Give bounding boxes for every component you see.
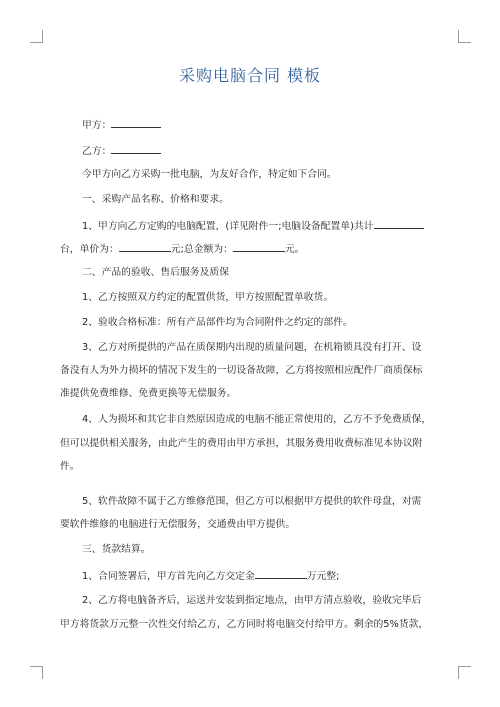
s1-p1-text-b: 台，单价为：: [60, 244, 119, 255]
section-1-heading: 一、采购产品名称、价格和要求。: [82, 194, 229, 205]
crop-mark-top-left: [30, 30, 43, 43]
deposit-blank: [255, 568, 307, 579]
section-2-item-3-line-3: 准提供免费维修、免费更换等无偿服务。: [60, 388, 237, 399]
crop-mark-bottom-right: [458, 666, 471, 679]
party-a-line: [82, 117, 161, 133]
section-3-item-2-line-2: 甲方将货款万元整一次性交付给乙方，乙方同时将电脑交付给甲方。剩余的5%货款，: [60, 619, 429, 630]
section-2-item-4-line-2: 但可以提供相关服务，由此产生的费用由甲方承担，其服务费用收费标准见本协议附: [60, 438, 423, 449]
party-b-blank: [111, 143, 161, 154]
section-2-item-1: 1、乙方按照双方约定的配置供货，甲方按照配置单收货。: [82, 292, 334, 303]
party-a-blank: [111, 117, 161, 128]
total-amount-blank: [233, 241, 285, 252]
section-2-item-2: 2、验收合格标准：所有产品部件均为合同附件之约定的部件。: [82, 317, 353, 328]
section-2-item-3-line-2: 备没有人为外力损坏的情况下发生的一切设备故障，乙方将按照相应配件厂商质保标: [60, 365, 423, 376]
section-3-item-1: [82, 568, 339, 584]
party-a-label: 甲方：: [82, 120, 112, 131]
party-b-label: 乙方：: [82, 146, 112, 157]
s3-p1-text-b: 万元整;: [306, 571, 340, 582]
s1-p1-text-a: 1、甲方向乙方定购的电脑配置，(详见附件一;电脑设备配置单)共计: [82, 221, 374, 232]
crop-mark-bottom-left: [30, 666, 43, 679]
s1-p1-text-d: 元。: [284, 244, 305, 255]
section-1-item-1-line-2: [60, 241, 304, 257]
s3-p1-text-a: 1、合同签署后，甲方首先向乙方交定金: [82, 571, 255, 582]
document-title: 采购电脑合同 模板: [178, 66, 322, 85]
section-1-item-1-line-1: [82, 218, 424, 234]
section-2-item-5-line-1: 5、软件故障不属于乙方维修范围，但乙方可以根据甲方提供的软件母盘，对需: [82, 496, 422, 507]
quantity-blank: [374, 218, 424, 229]
section-2-item-4-line-3: 件。: [60, 461, 80, 472]
section-2-item-3-line-1: 3、乙方对所提供的产品在质保期内出现的质量问题，在机箱锁具没有打开、设: [82, 342, 422, 353]
intro-paragraph: 今甲方向乙方采购一批电脑，为友好合作，特定如下合同。: [82, 169, 337, 180]
section-2-item-4-line-1: 4、人为损坏和其它非自然原因造成的电脑不能正常使用的，乙方不予免费质保，: [82, 414, 432, 425]
section-3-item-2-line-1: 2、乙方将电脑备齐后，运送并安装到指定地点，由甲方清点验收，验收完毕后: [82, 595, 422, 606]
section-2-heading: 二、产品的验收、售后服务及质保: [82, 267, 229, 278]
unit-price-blank: [119, 241, 171, 252]
crop-mark-top-right: [458, 30, 471, 43]
section-3-heading: 三、货款结算。: [82, 544, 151, 555]
party-b-line: [82, 143, 161, 159]
s1-p1-text-c: 元;总金额为：: [170, 244, 233, 255]
section-2-item-5-line-2: 要软件维修的电脑进行无偿服务，交通费由甲方提供。: [60, 519, 296, 530]
